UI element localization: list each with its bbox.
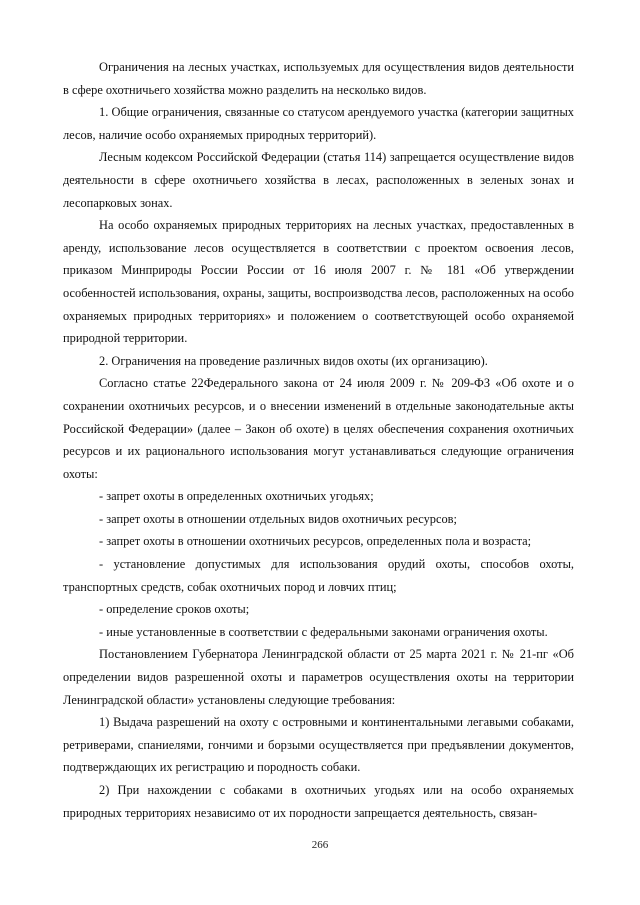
paragraph-governor-resolution: Постановлением Губернатора Ленинградской области от 25 марта 2021 г. № 21-пг «Об определении видов разрешенной охоты и параметров осуществления охоты на территории Ленинградской области» установлены следующие требования: [63, 647, 574, 707]
list-item: - запрет охоты в отношении охотничьих ресурсов, определенных пола и возраста; [99, 534, 532, 549]
list-item: - определение сроков охоты; [99, 602, 250, 617]
paragraph-general-restrictions: 1. Общие ограничения, связанные со статусом арендуемого участка (категории защитных лесов, наличие особо охраняемых природных территорий). [63, 105, 574, 142]
paragraph-forest-code: Лесным кодексом Российской Федерации (статья 114) запрещается осуществление видов деятельности в сфере охотничьего хозяйства в лесах, расположенных в зеленых зонах и лесопарковых зонах. [63, 150, 574, 210]
page-number: 266 [311, 839, 329, 851]
document-body [63, 56, 574, 824]
paragraph-article-22: Согласно статье 22Федерального закона от 24 июля 2009 г. № 209-ФЗ «Об охоте и о сохранении охотничьих ресурсов, и о внесении изменений в отдельные законодательные акты Российской Федерации» (далее – Закон об охоте) в целях обеспечения сохранения охотничьих ресурсов и их рационального использования могут устанавливаться следующие ограничения охоты: [63, 376, 574, 481]
paragraph-requirement-2: 2) При нахождении с собаками в охотничьих угодьях или на особо охраняемых природных территориях независимо от их породности запрещается деятельность, связан- [63, 783, 574, 820]
paragraph-protected-territories: На особо охраняемых природных территориях на лесных участках, предоставленных в аренду, использование лесов осуществляется в соответствии с проектом освоения лесов, приказом Минприроды России России от 16 июля 2007 г. № 181 «Об утверждении особенностей использования, охраны, защиты, воспроизводства лесов, расположенных на особо охраняемых природных территориях» и положением о соответствующей особо охраняемой природной территории. [63, 218, 574, 346]
list-item: - установление допустимых для использования орудий охоты, способов охоты, транспортных средств, собак охотничьих пород и ловчих птиц; [63, 557, 574, 594]
list-item: - иные установленные в соответствии с федеральными законами ограничения охоты. [99, 624, 548, 639]
list-item: - запрет охоты в определенных охотничьих угодьях; [99, 489, 374, 504]
paragraph-requirement-1: 1) Выдача разрешений на охоту с островными и континентальными легавыми собаками, ретриверами, спаниелями, гончими и борзыми осуществляется при предъявлении документов, подтверждающих их регистрацию и породность собаки. [63, 715, 574, 775]
list-item: - запрет охоты в отношении отдельных видов охотничьих ресурсов; [99, 511, 457, 526]
paragraph-hunting-restrictions: 2. Ограничения на проведение различных видов охоты (их организацию). [99, 353, 488, 368]
paragraph-intro: Ограничения на лесных участках, используемых для осуществления видов деятельности в сфере охотничьего хозяйства можно разделить на несколько видов. [63, 60, 574, 97]
